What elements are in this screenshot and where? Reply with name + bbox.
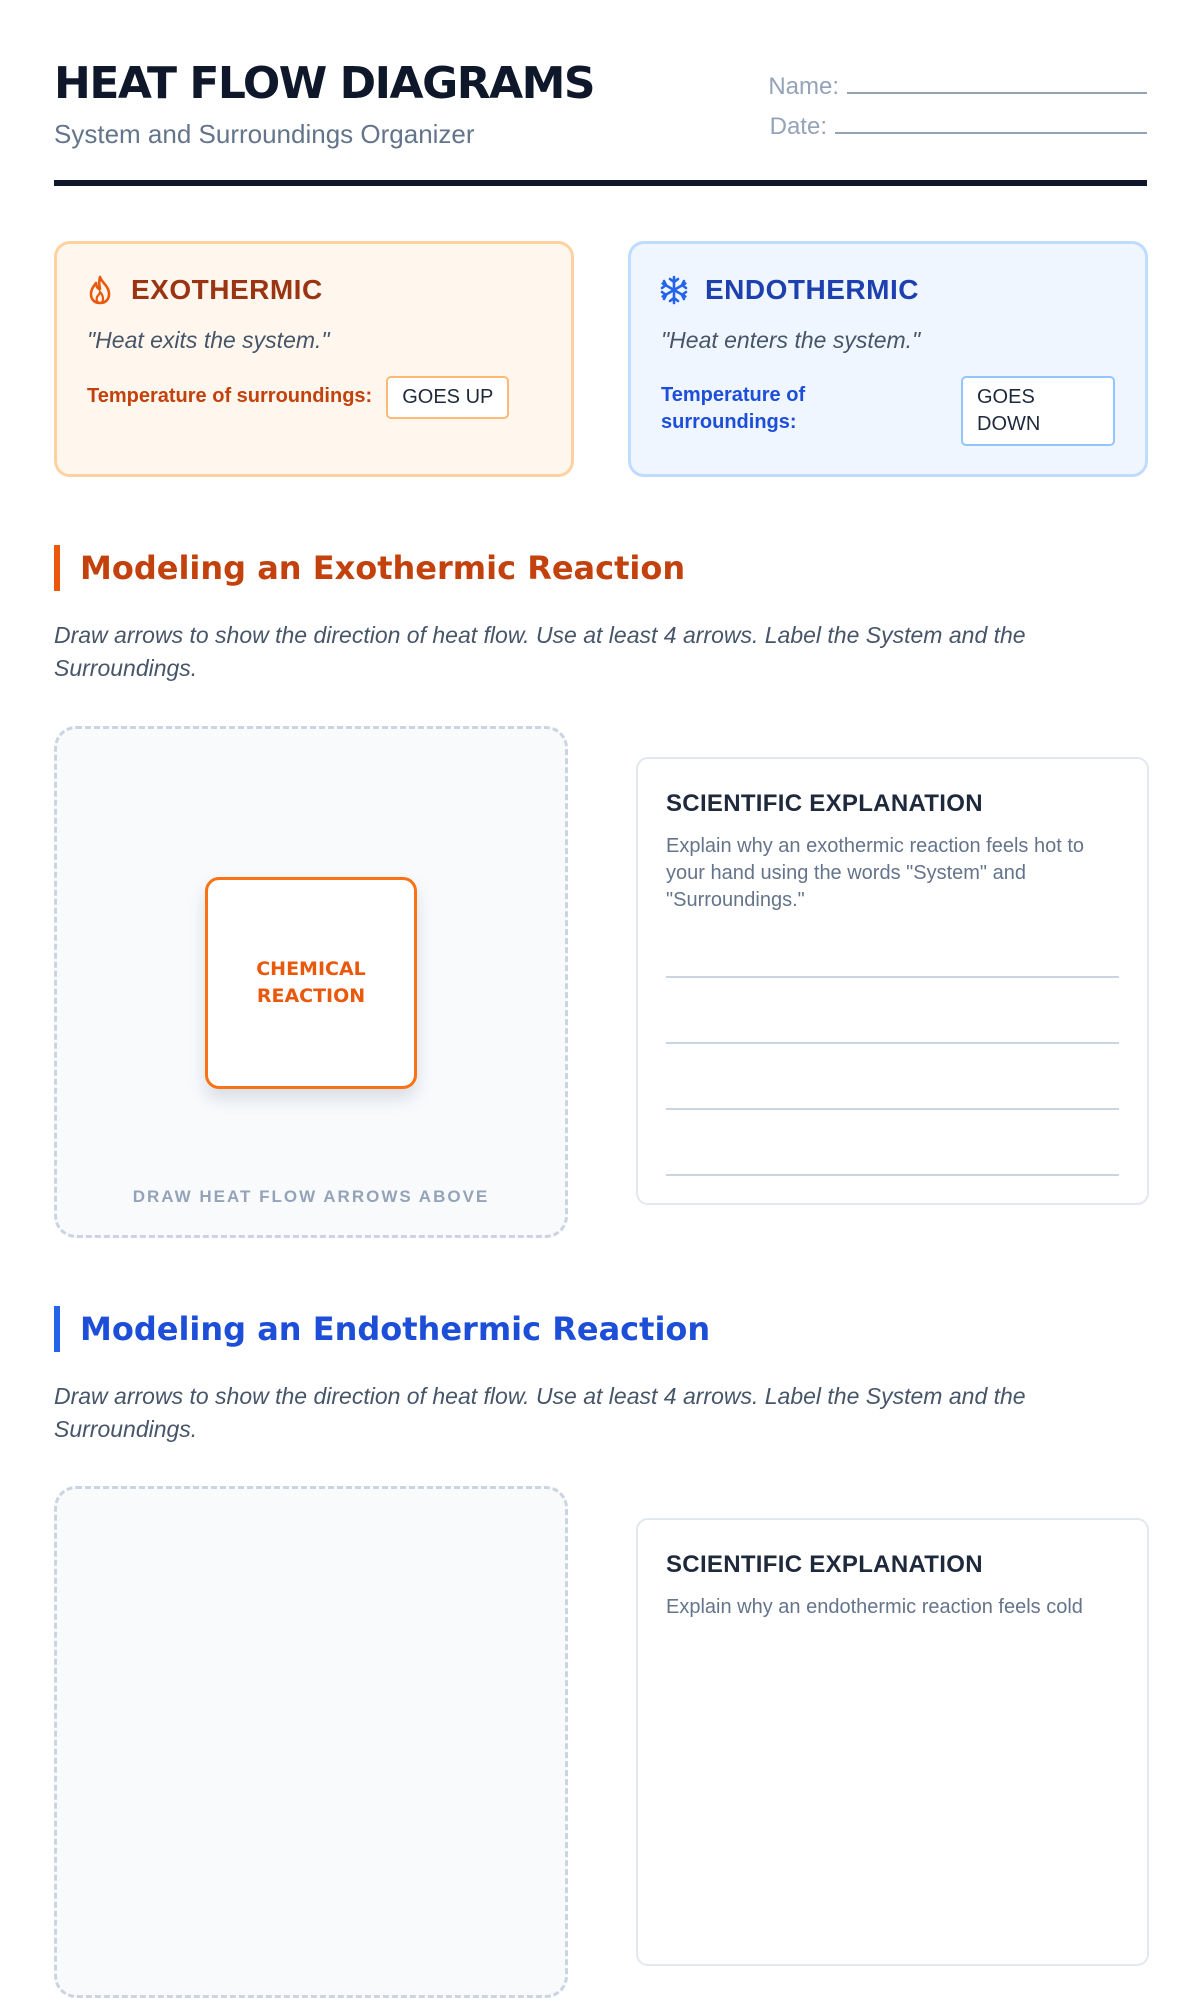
exothermic-instructions: Draw arrows to show the direction of heat flow. Use at least 4 arrows. Label the System and the Surroundings. bbox=[54, 622, 1026, 681]
date-field[interactable] bbox=[767, 110, 1147, 150]
exothermic-quote: "Heat exits the system." bbox=[87, 327, 330, 353]
exothermic-explanation-box bbox=[636, 757, 1149, 1205]
worksheet-header bbox=[54, 56, 1147, 186]
endothermic-drawing-area[interactable] bbox=[54, 1486, 568, 1998]
explanation-title: SCIENTIFIC EXPLANATION bbox=[666, 1551, 983, 1578]
explanation-title: SCIENTIFIC EXPLANATION bbox=[666, 790, 983, 817]
endothermic-temp-answer: GOES DOWN bbox=[961, 376, 1115, 446]
endothermic-explanation-box bbox=[636, 1518, 1149, 1966]
writing-line[interactable] bbox=[666, 978, 1119, 1044]
endothermic-instructions: Draw arrows to show the direction of heat flow. Use at least 4 arrows. Label the System and the Surroundings. bbox=[54, 1383, 1026, 1442]
student-fields bbox=[767, 70, 1147, 150]
writing-line[interactable] bbox=[666, 934, 1119, 978]
endothermic-quote: "Heat enters the system." bbox=[661, 327, 921, 353]
endothermic-card bbox=[628, 241, 1148, 477]
explanation-prompt: Explain why an exothermic reaction feels hot to your hand using the words "System" and "Surroundings." bbox=[666, 835, 1084, 911]
exothermic-temp-answer: GOES UP bbox=[386, 376, 509, 419]
exothermic-card bbox=[54, 241, 574, 477]
exothermic-drawing-area[interactable] bbox=[54, 726, 568, 1238]
writing-lines[interactable] bbox=[666, 934, 1119, 1176]
name-blank[interactable] bbox=[847, 70, 1147, 94]
exothermic-temp-label: Temperature of surroundings: bbox=[87, 385, 373, 407]
writing-line[interactable] bbox=[666, 1110, 1119, 1176]
endothermic-temp-label: Temperature of surroundings: bbox=[661, 384, 806, 433]
page-subtitle: System and Surroundings Organizer bbox=[54, 119, 475, 149]
endothermic-section-title: Modeling an Endothermic Reaction bbox=[54, 1306, 710, 1352]
header-divider bbox=[54, 180, 1147, 186]
name-field[interactable] bbox=[767, 70, 1147, 110]
explanation-prompt: Explain why an endothermic reaction feels cold bbox=[666, 1596, 1083, 1618]
writing-line[interactable] bbox=[666, 1044, 1119, 1110]
exothermic-section-title: Modeling an Exothermic Reaction bbox=[54, 545, 685, 591]
chemical-reaction-label: CHEMICAL REACTION bbox=[256, 958, 366, 1007]
draw-hint: DRAW HEAT FLOW ARROWS ABOVE bbox=[132, 1187, 490, 1206]
date-label: Date: bbox=[769, 113, 827, 140]
page-title: HEAT FLOW DIAGRAMS bbox=[54, 58, 595, 109]
flame-icon bbox=[87, 275, 113, 305]
date-blank[interactable] bbox=[835, 110, 1147, 134]
exothermic-title: EXOTHERMIC bbox=[131, 274, 323, 305]
endothermic-title: ENDOTHERMIC bbox=[705, 274, 919, 305]
snowflake-icon bbox=[661, 275, 687, 305]
chemical-reaction-box bbox=[205, 877, 417, 1089]
name-label: Name: bbox=[768, 73, 839, 100]
